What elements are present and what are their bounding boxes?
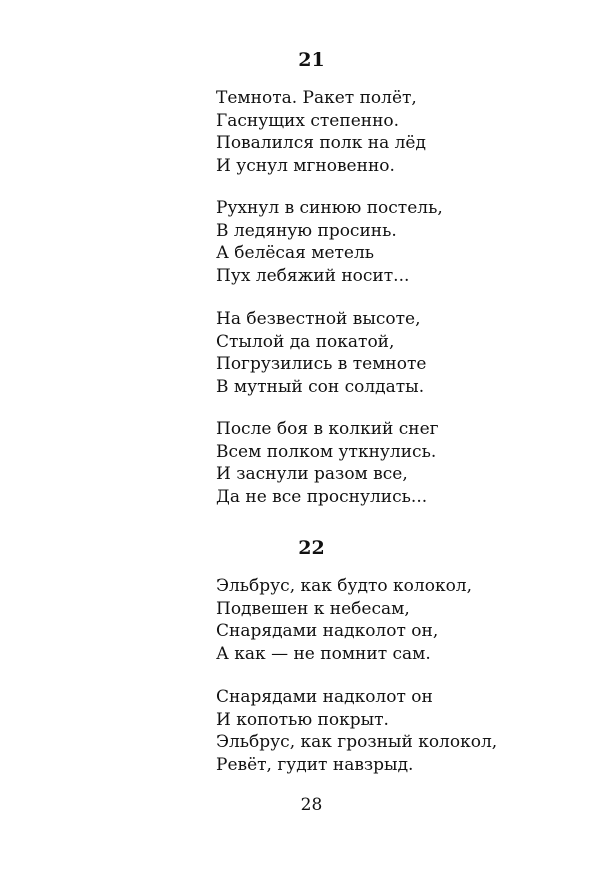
poem-line: Пух лебяжий носит... [216, 265, 410, 286]
poem-line: В ледяную просинь. [216, 220, 397, 241]
poem-22-stanza-2 [216, 686, 497, 776]
poem-line: После боя в колкий снег [216, 419, 439, 439]
poem-number-22: 22 [298, 537, 325, 559]
poem-line: Подвешен к небесам, [216, 598, 410, 619]
poem-line: Стылой да покатой, [216, 331, 395, 352]
page-number: 28 [300, 795, 323, 815]
poem-21-stanza-2 [216, 197, 443, 287]
poem-line: А как — не помнит сам. [216, 643, 431, 664]
poem-line: Снарядами надколот он, [216, 621, 439, 641]
poem-line: Ревёт, гудит навзрыд. [216, 754, 414, 775]
poem-22-stanza-1 [216, 575, 472, 665]
poem-21-stanza-3 [216, 308, 426, 398]
poem-line: Эльбрус, как будто колокол, [216, 576, 473, 596]
poem-line: Повалился полк на лёд [216, 133, 426, 153]
poem-line: Темнота. Ракет полёт, [216, 88, 417, 108]
poem-21-stanza-4 [216, 418, 439, 508]
poem-line: В мутный сон солдаты. [216, 376, 425, 397]
poem-line: Да не все проснулись... [216, 486, 428, 507]
poem-line: Эльбрус, как грозный колокол, [216, 732, 498, 752]
poem-number-21: 21 [298, 49, 325, 71]
poem-line: И уснул мгновенно. [216, 155, 395, 176]
poem-21-stanza-1 [216, 87, 426, 177]
poem-line: А белёсая метель [216, 243, 375, 263]
poem-line: Снарядами надколот он [216, 687, 433, 707]
poem-line: На безвестной высоте, [216, 309, 421, 329]
poem-line: И копотью покрыт. [216, 709, 389, 730]
poem-line: Всем полком уткнулись. [216, 441, 437, 462]
poem-line: Гаснущих степенно. [216, 110, 400, 131]
poem-line: И заснули разом все, [216, 464, 408, 484]
poem-line: Погрузились в темноте [216, 354, 427, 374]
poem-line: Рухнул в синюю постель, [216, 198, 443, 218]
